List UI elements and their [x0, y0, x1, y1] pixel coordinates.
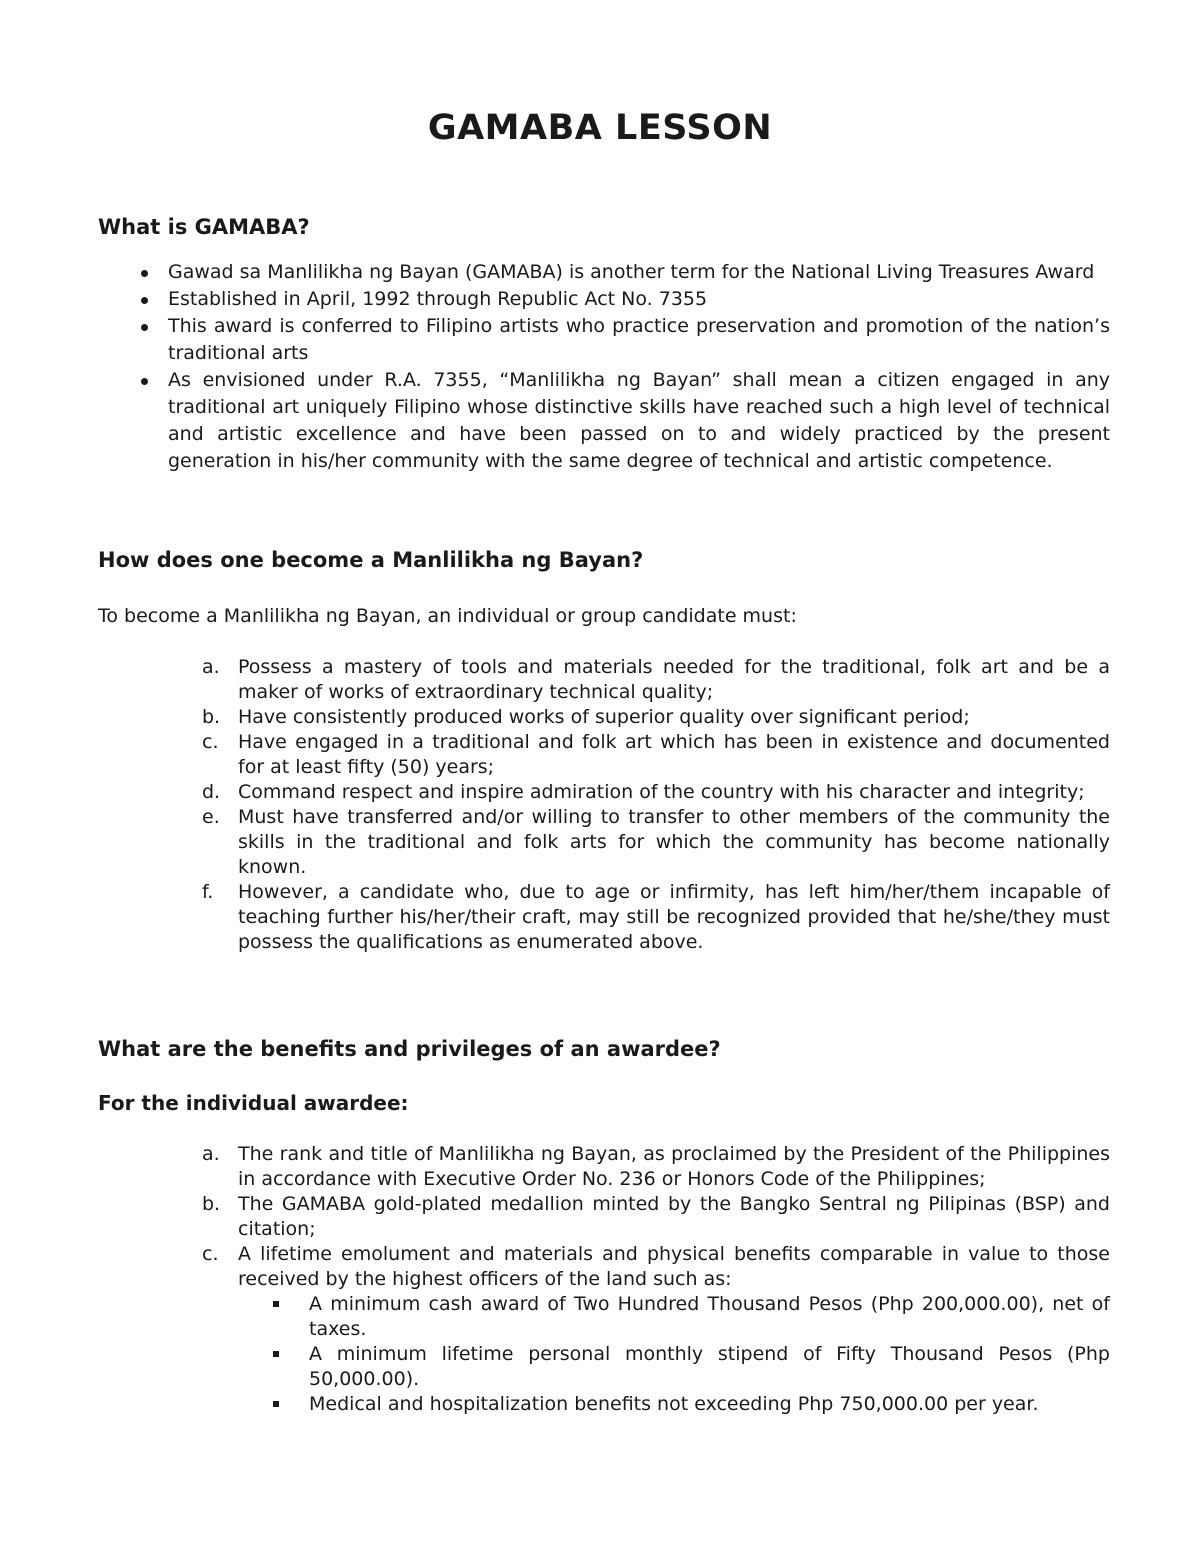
individual-awardee-subheading: For the individual awardee:	[98, 1091, 409, 1115]
square-bullet-icon	[273, 1401, 279, 1407]
qualification-list	[98, 655, 1110, 955]
square-bullet-icon	[273, 1301, 279, 1307]
square-bullet-icon	[273, 1351, 279, 1357]
bullet-item: As envisioned under R.A. 7355, “Manlilikha ng Bayan” shall mean a citizen engaged in any traditional art uniquely Filipino whose distinctive skills have reached such a high level of technical and artistic excellence and have been passed on to and widely practiced by the present generation in his/her community with the same degree of technical and artistic competence.	[98, 367, 1110, 475]
section-heading-what-is-gamaba: What is GAMABA?	[98, 215, 310, 239]
qualification-item: b. Have consistently produced works of superior quality over significant period;	[202, 706, 970, 728]
bullet-dot-icon	[141, 378, 148, 385]
benefit-sub-item: Medical and hospitalization benefits not exceeding Php 750,000.00 per year.	[238, 1392, 1110, 1417]
qualification-item: f. However, a candidate who, due to age or infirmity, has left him/her/them incapable of teaching further his/her/their craft, may still be recognized provided that he/she/they must possess the qualifications as enumerated above.	[202, 881, 1110, 953]
benefit-item: b. The GAMABA gold-plated medallion minted by the Bangko Sentral ng Pilipinas (BSP) and citation;	[202, 1193, 1110, 1240]
bullet-dot-icon	[141, 270, 148, 277]
benefit-sub-item: A minimum lifetime personal monthly stipend of Fifty Thousand Pesos (Php 50,000.00).	[238, 1342, 1110, 1392]
qualification-item: c. Have engaged in a traditional and folk art which has been in existence and documented for at least fifty (50) years;	[202, 731, 1110, 778]
qualification-item: a. Possess a mastery of tools and materials needed for the traditional, folk art and be a maker of works of extraordinary technical quality;	[202, 656, 1110, 703]
benefits-list	[98, 1142, 1110, 1417]
qualification-item: d. Command respect and inspire admiration of the country with his character and integrity;	[202, 781, 1085, 803]
gamaba-bullet-list	[98, 259, 1110, 475]
document-title: GAMABA LESSON	[427, 108, 773, 148]
qualification-item: e. Must have transferred and/or willing to transfer to other members of the community the skills in the traditional and folk arts for which the community has become nationally known.	[202, 806, 1110, 878]
benefit-sub-item: A minimum cash award of Two Hundred Thousand Pesos (Php 200,000.00), net of taxes.	[238, 1292, 1110, 1342]
benefit-item: a. The rank and title of Manlilikha ng Bayan, as proclaimed by the President of the Philippines in accordance with Executive Order No. 236 or Honors Code of the Philippines;	[202, 1143, 1110, 1190]
benefit-sub-list	[238, 1292, 1110, 1417]
qualification-intro: To become a Manlilikha ng Bayan, an individual or group candidate must:	[98, 605, 797, 627]
bullet-item: Established in April, 1992 through Republic Act No. 7355	[98, 286, 1110, 313]
section-heading-become-manlilikha: How does one become a Manlilikha ng Bayan?	[98, 548, 644, 572]
bullet-dot-icon	[141, 324, 148, 331]
bullet-dot-icon	[141, 297, 148, 304]
bullet-item: Gawad sa Manlilikha ng Bayan (GAMABA) is another term for the National Living Treasures Award	[98, 259, 1110, 286]
bullet-item: This award is conferred to Filipino artists who practice preservation and promotion of the nation’s traditional arts	[98, 313, 1110, 367]
benefit-item: c. A lifetime emolument and materials and physical benefits comparable in value to those received by the highest officers of the land such as: A minimum cash award of Two Hundred Thousand Pesos (Php 200,000.00), net of taxes. A minimum lifetime personal monthly stipend of Fifty Thousand Pesos (Php 50,000.00). Medical and hospitalization benefits not exceeding Php 750,000.00 per year.	[202, 1243, 1110, 1415]
section-heading-benefits: What are the benefits and privileges of an awardee?	[98, 1037, 721, 1061]
